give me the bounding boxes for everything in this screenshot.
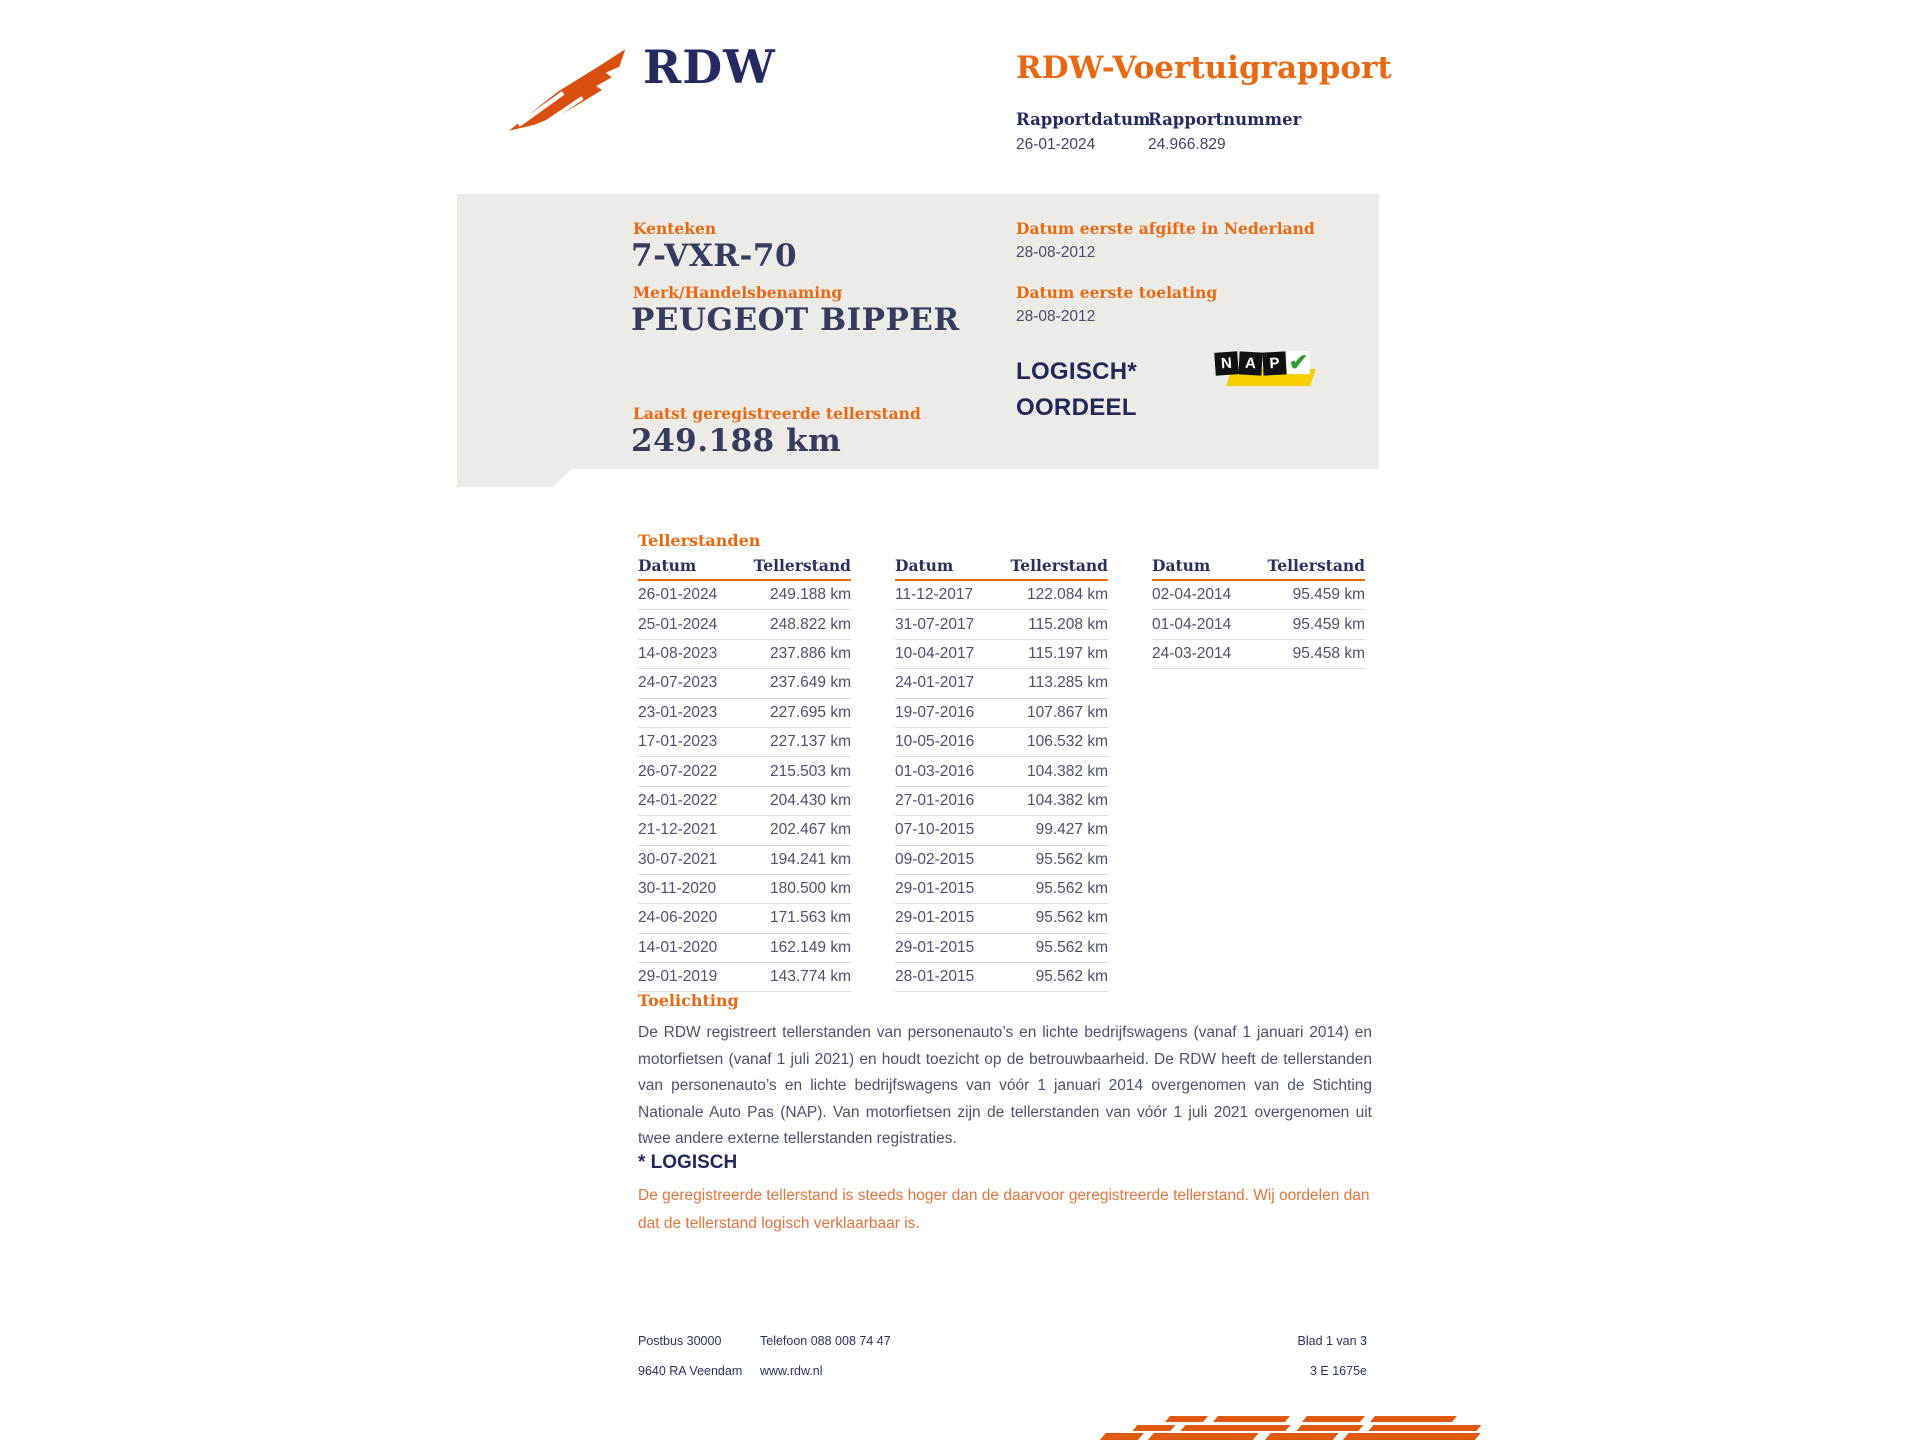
table-row [638,934,851,963]
datum-cell: 25-01-2024 [638,615,718,633]
tellerstand-cell: 194.241 km [770,850,851,868]
table-row [895,669,1108,698]
tellerstand-cell: 115.197 km [1028,644,1108,662]
tellerstand-cell: 122.084 km [1027,586,1108,604]
datum-cell: 21-12-2021 [638,821,718,839]
logisch-heading: * LOGISCH [638,1152,738,1173]
tellerstand-cell: 115.208 km [1028,615,1108,633]
table-header [1152,556,1365,581]
table-row [895,846,1108,875]
report-number-label: Rapportnummer [1148,110,1302,129]
laatste-tellerstand-value: 249.188 km [631,423,842,459]
tellerstand-cell: 143.774 km [770,968,851,986]
afgifte-label: Datum eerste afgifte in Nederland [1016,219,1315,238]
tellerstand-cell: 104.382 km [1027,762,1108,780]
table-row [638,669,851,698]
afgifte-value: 28-08-2012 [1016,244,1096,261]
tellerstand-cell: 180.500 km [770,880,851,898]
tellerstanden-table-1 [638,556,851,992]
tellerstand-cell: 104.382 km [1027,791,1108,809]
datum-cell: 23-01-2023 [638,703,718,721]
nap-letter-p: P [1262,351,1286,375]
tellerstand-cell: 204.430 km [770,791,851,809]
datum-cell: 24-06-2020 [638,909,718,927]
table-row [638,875,851,904]
tellerstand-cell: 162.149 km [770,938,851,956]
datum-header: Datum [895,556,954,575]
table-row [895,610,1108,639]
datum-cell: 01-03-2016 [895,762,975,780]
table-row [638,787,851,816]
datum-cell: 29-01-2015 [895,909,975,927]
footer-page-number: Blad 1 van 3 [1297,1334,1367,1348]
datum-cell: 19-07-2016 [895,703,975,721]
table-header [895,556,1108,581]
table-row [638,846,851,875]
tellerstand-cell: 237.649 km [770,674,851,692]
datum-cell: 07-10-2015 [895,821,975,839]
table-body [1152,581,1365,669]
tellerstand-cell: 248.822 km [770,615,851,633]
tellerstand-cell: 107.867 km [1027,703,1108,721]
oordeel-line2: OORDEEL [1016,394,1137,421]
datum-cell: 10-05-2016 [895,733,975,751]
nap-logo [1215,350,1327,396]
datum-cell: 01-04-2014 [1152,615,1232,633]
footer-contact [760,1326,891,1386]
footer-website-link[interactable]: www.rdw.nl [760,1364,823,1378]
table-row [638,610,851,639]
toelating-label: Datum eerste toelating [1016,283,1218,302]
oordeel-line1: LOGISCH* [1016,358,1138,385]
table-row [895,699,1108,728]
datum-cell: 14-01-2020 [638,938,718,956]
table-row [895,787,1108,816]
tellerstand-cell: 171.563 km [770,909,851,927]
footer-page-info [1167,1326,1367,1386]
tellerstand-cell: 95.562 km [1035,850,1108,868]
table-row [638,699,851,728]
datum-cell: 10-04-2017 [895,644,975,662]
table-row [638,904,851,933]
tellerstand-cell: 202.467 km [770,821,851,839]
tellerstand-cell: 95.562 km [1035,909,1108,927]
datum-cell: 24-03-2014 [1152,644,1232,662]
table-header [638,556,851,581]
tellerstanden-title: Tellerstanden [638,531,761,550]
datum-cell: 31-07-2017 [895,615,975,633]
tellerstand-cell: 227.695 km [770,703,851,721]
toelichting-title: Toelichting [638,991,739,1010]
merk-label: Merk/Handelsbenaming [633,283,843,302]
report-number-value: 24.966.829 [1148,136,1226,153]
table-row [638,640,851,669]
datum-cell: 17-01-2023 [638,733,718,751]
datum-cell: 24-01-2022 [638,791,718,809]
toelating-value: 28-08-2012 [1016,308,1096,325]
datum-header: Datum [638,556,697,575]
table-row [638,581,851,610]
table-row [895,581,1108,610]
tellerstand-header: Tellerstand [1267,556,1365,575]
table-body [895,581,1108,992]
table-row [638,816,851,845]
datum-cell: 27-01-2016 [895,791,975,809]
tellerstand-cell: 237.886 km [770,644,851,662]
table-row [638,757,851,786]
datum-cell: 28-01-2015 [895,968,975,986]
table-row [895,757,1108,786]
datum-cell: 11-12-2017 [895,586,974,604]
table-row [895,640,1108,669]
footer-address-line1: Postbus 30000 [638,1334,722,1348]
datum-cell: 14-08-2023 [638,644,718,662]
tellerstand-cell: 95.459 km [1292,586,1365,604]
nap-letter-a: A [1238,351,1262,375]
table-row [895,816,1108,845]
table-row [638,963,851,992]
report-date-label: Rapportdatum [1016,110,1151,129]
datum-header: Datum [1152,556,1211,575]
datum-cell: 02-04-2014 [1152,586,1232,604]
tellerstand-cell: 249.188 km [770,586,851,604]
datum-cell: 26-07-2022 [638,762,718,780]
logisch-text: De geregistreerde tellerstand is steeds hoger dan de daarvoor geregistreerde tellerstand. Wij oordelen dan dat de tellerstand logisch verklaarbaar is. [638,1187,1370,1232]
table-row [895,963,1108,992]
datum-cell: 26-01-2024 [638,586,718,604]
tellerstand-cell: 99.427 km [1035,821,1108,839]
table-row [638,728,851,757]
tellerstand-cell: 95.562 km [1035,880,1108,898]
tellerstand-cell: 215.503 km [770,762,851,780]
footer-form-code: 3 E 1675e [1310,1364,1367,1378]
footer-address-line2: 9640 RA Veendam [638,1364,743,1378]
datum-cell: 30-11-2020 [638,880,717,898]
datum-cell: 29-01-2019 [638,968,718,986]
footer-phone: Telefoon 088 008 74 47 [760,1334,891,1348]
table-body [638,581,851,992]
tellerstanden-table-3 [1152,556,1365,669]
rdw-logo-icon [505,46,631,136]
datum-cell: 29-01-2015 [895,938,975,956]
merk-value: PEUGEOT BIPPER [631,302,960,338]
datum-cell: 24-01-2017 [895,674,975,692]
datum-cell: 29-01-2015 [895,880,975,898]
toelichting-text: De RDW registreert tellerstanden van personenauto’s en lichte bedrijfswagens (vanaf 1 januari 2014) en motorfietsen (vanaf 1 juli 2021) en houdt toezicht op de betrouwbaarheid. De RDW heeft de tellerstanden van personenauto’s en lichte bedrijfswagens van vóór 1 januari 2014 overgenomen van de Stichting Nationale Auto Pas (NAP). Van motorfietsen zijn de tellerstanden van vóór 1 juli 2021 overgenomen uit twee andere externe tellerstanden registraties. [638,1024,1372,1147]
nap-letter-n: N [1214,351,1239,376]
tellerstand-cell: 113.285 km [1028,674,1108,692]
datum-cell: 30-07-2021 [638,850,718,868]
check-icon: ✔ [1288,349,1309,375]
tellerstand-cell: 227.137 km [770,733,851,751]
tellerstand-header: Tellerstand [753,556,851,575]
footer-address [638,1326,742,1386]
kenteken-label: Kenteken [633,219,717,238]
table-row [895,875,1108,904]
tellerstand-cell: 95.562 km [1035,938,1108,956]
table-row [1152,610,1365,639]
laatste-tellerstand-label: Laatst geregistreerde tellerstand [633,404,921,423]
tellerstand-cell: 95.562 km [1035,968,1108,986]
datum-cell: 09-02-2015 [895,850,975,868]
tellerstand-cell: 106.532 km [1027,733,1108,751]
speed-lines-graphic [1035,1416,1485,1440]
table-row [895,904,1108,933]
tellerstand-header: Tellerstand [1010,556,1108,575]
datum-cell: 24-07-2023 [638,674,718,692]
tellerstand-cell: 95.459 km [1292,615,1365,633]
report-date-value: 26-01-2024 [1016,136,1096,153]
table-row [895,934,1108,963]
tellerstanden-table-2 [895,556,1108,992]
tellerstand-cell: 95.458 km [1292,644,1365,662]
table-row [1152,640,1365,669]
table-row [895,728,1108,757]
rdw-wordmark: RDW [643,40,776,94]
table-row [1152,581,1365,610]
nap-check-tile [1287,351,1310,374]
page-title: RDW-Voertuigrapport [1016,50,1392,86]
kenteken-value: 7-VXR-70 [631,238,798,274]
